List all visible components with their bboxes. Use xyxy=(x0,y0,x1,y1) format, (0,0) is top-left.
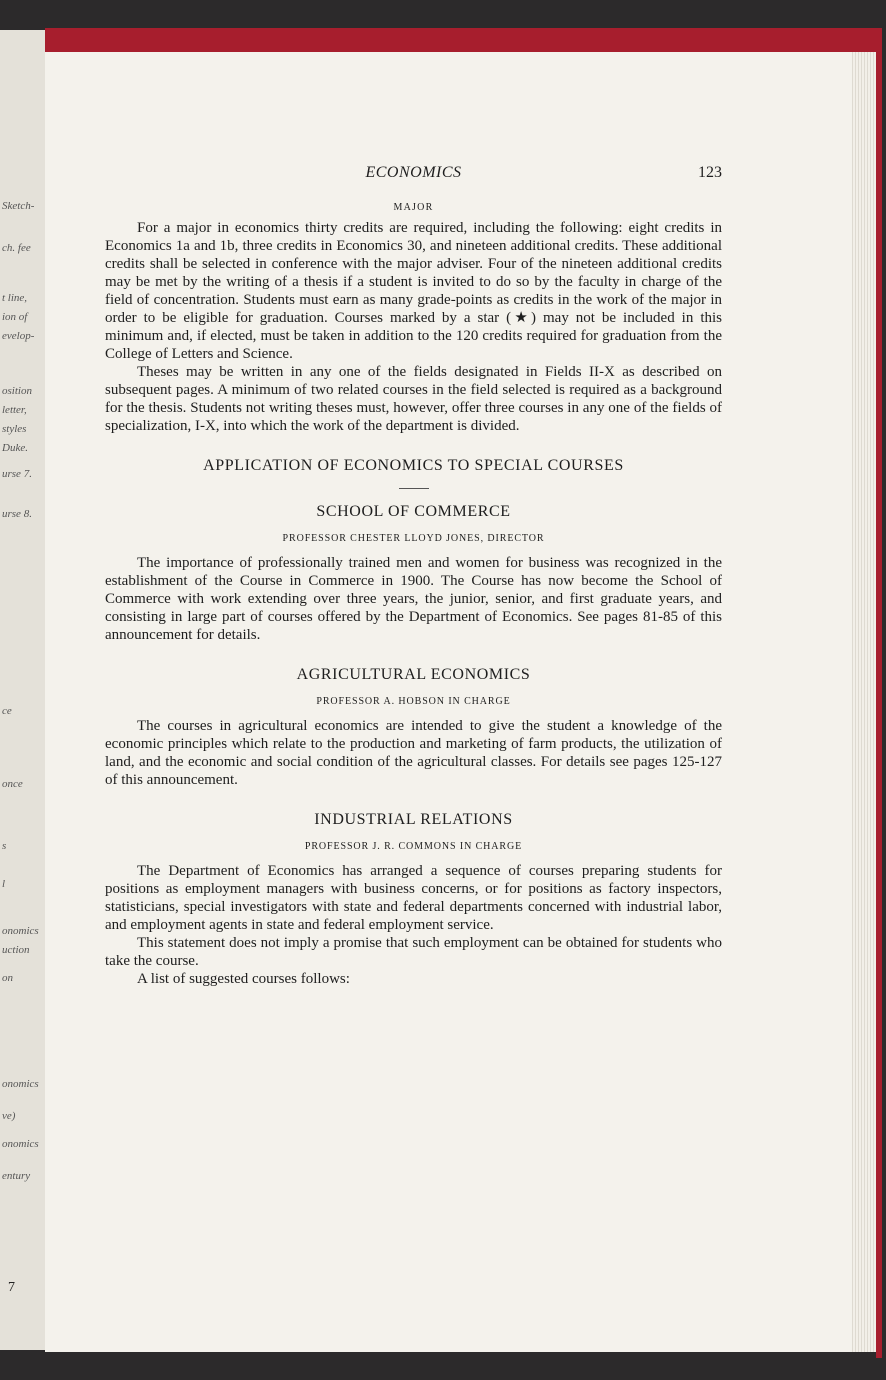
facing-page-fragment: styles xyxy=(2,423,27,435)
facing-page-fragment: osition xyxy=(2,385,32,397)
commerce-paragraph: The importance of professionally trained men and women for business was recognized in the establishment of the Course in Commerce in 1900. The Course has now become the School of Commerce with work extending over three years, the junior, senior, and first graduate years, and consisting in large part of courses offered by the Department of Economics. See pages 81-85 of this announcement for details. xyxy=(105,555,722,643)
commerce-director: PROFESSOR CHESTER LLOYD JONES, DIRECTOR xyxy=(282,533,545,544)
facing-page-fragment: onomics xyxy=(2,925,39,937)
employment-note-paragraph: This statement does not imply a promise that such employment can be obtained for students who take the course. xyxy=(105,935,722,969)
binding-edge-right xyxy=(876,28,882,1358)
facing-page-fragment: t line, xyxy=(2,292,28,304)
application-heading: APPLICATION OF ECONOMICS TO SPECIAL COURSES xyxy=(203,457,624,474)
agricultural-director: PROFESSOR A. HOBSON IN CHARGE xyxy=(316,696,511,707)
facing-page-fragment: on xyxy=(2,972,13,984)
industrial-director: PROFESSOR J. R. COMMONS IN CHARGE xyxy=(304,841,523,852)
facing-page-fragment: urse 7. xyxy=(2,468,32,480)
commerce-heading: SCHOOL OF COMMERCE xyxy=(316,503,511,520)
facing-page-fragment: entury xyxy=(2,1170,31,1182)
facing-page-fragment: urse 8. xyxy=(2,508,32,520)
industrial-heading: INDUSTRIAL RELATIONS xyxy=(314,811,513,828)
facing-page-edge xyxy=(0,30,50,1350)
facing-page-fragment: ve) xyxy=(2,1110,16,1122)
facing-page-fragment: Sketch- xyxy=(2,200,35,212)
facing-page-fragment: ion of xyxy=(2,311,28,323)
agricultural-heading: AGRICULTURAL ECONOMICS xyxy=(296,666,531,683)
agricultural-paragraph: The courses in agricultural economics are intended to give the student a knowledge of the economic principles which relate to the production and marketing of farm products, the utilization of land, and the economic and social condition of the agricultural classes. For details see pages 125-127 of this announcement. xyxy=(105,718,722,788)
facing-page-fragment: ce xyxy=(2,705,12,717)
facing-page-fragment: once xyxy=(2,778,23,790)
major-paragraph: For a major in economics thirty credits are required, including the following: eight credits in Economics 1a and 1b, three credits in Economics 30, and nineteen additional credits. These additional credits shall be selected in conference with the major adviser. Four of the nineteen additional credits may be met by the writing of a thesis if a student is invited to do so by the faculty in charge of the field of concentration. Students must earn as many grade-points as credits in the work of the major in order to be eligible for graduation. Courses marked by a star (★) may not be included in this minimum and, if elected, must be taken in addition to the 120 credits required for graduation from the College of Letters and Science. xyxy=(105,220,722,362)
theses-paragraph: Theses may be written in any one of the fields designated in Fields II-X as described on subsequent pages. A minimum of two related courses in the field selected is required as a background for the thesis. Students not writing theses must, however, offer three courses in any one of the fields of specialization, I-X, into which the work of the department is divided. xyxy=(105,364,722,434)
running-header xyxy=(105,164,722,194)
facing-page-fragment: letter, xyxy=(2,404,27,416)
facing-page-fragment: l xyxy=(2,878,6,890)
book-page xyxy=(45,52,852,1352)
facing-page-fragment: onomics xyxy=(2,1078,39,1090)
running-header-title: ECONOMICS xyxy=(365,164,462,181)
industrial-paragraph: The Department of Economics has arranged a sequence of courses preparing students for positions as employment managers with business concerns, or for positions as factory inspectors, statisticians, special investigators with state and federal departments concerned with industrial labor, and employment agents in state and federal employment service. xyxy=(105,863,722,933)
page-number: 123 xyxy=(698,164,722,181)
facing-page-number: 7 xyxy=(8,1280,15,1295)
facing-page-fragment: uction xyxy=(2,944,30,956)
facing-page-fragment: ch. fee xyxy=(2,242,31,254)
page-text-column xyxy=(105,164,722,988)
page-stack-edge xyxy=(852,52,878,1352)
facing-page-fragment: Duke. xyxy=(2,442,28,454)
course-list-intro: A list of suggested courses follows: xyxy=(137,971,350,987)
major-heading: MAJOR xyxy=(393,202,434,213)
facing-page-fragment: onomics xyxy=(2,1138,39,1150)
section-divider xyxy=(399,488,429,489)
facing-page-fragment: evelop- xyxy=(2,330,35,342)
facing-page-fragment: s xyxy=(2,840,7,852)
